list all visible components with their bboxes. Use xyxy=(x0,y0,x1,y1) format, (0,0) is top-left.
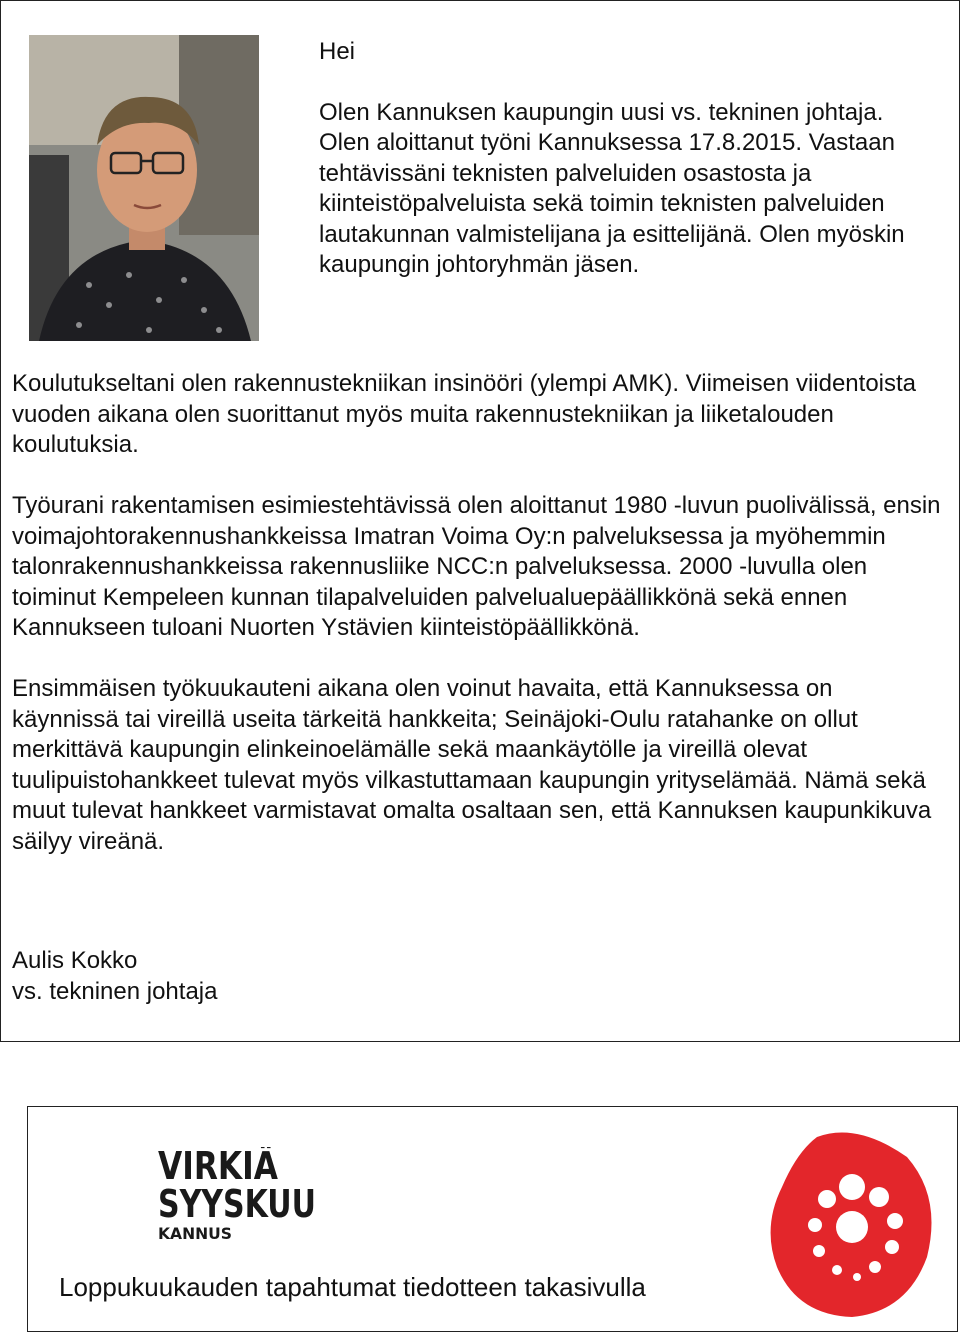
signature xyxy=(12,946,217,1007)
signature-name: Aulis Kokko xyxy=(12,947,138,974)
logo-line2: SYYSKUU xyxy=(158,1182,316,1226)
signature-title: vs. tekninen johtaja xyxy=(12,977,218,1005)
paragraph-career: Työurani rakentamisen esimiestehtävissä olen aloittanut 1980 -luvun puolivälissä, ensin voimajohtorakennushankkeissa Imatran Voima Oy:n palveluksessa ja myöhemmin talonrakennushankkeissa rakennusliike NCC:n palveluksessa. 2000 -luvulla olen toiminut Kempeleen kunnan tilapalveluiden palvelualuepäällikkönä sekä ennen Kannukseen tuloani Nuorten Ystävien kiinteistöpäällikkönä. xyxy=(12,492,941,641)
footer-text: Loppukuukauden tapahtumat tiedotteen takasivulla xyxy=(59,1272,646,1302)
event-box xyxy=(27,1106,958,1332)
virkia-syyskuu-logo xyxy=(158,1147,358,1252)
paragraph-education: Koulutukseltani olen rakennustekniikan insinööri (ylempi AMK). Viimeisen viidentoista vuoden aikana olen suorittanut myös muita rakennustekniikan ja liiketalouden koulutuksia. xyxy=(12,370,917,458)
red-dots-logo xyxy=(757,1117,947,1332)
intro-paragraph: Olen Kannuksen kaupungin uusi vs. tekninen johtaja. Olen aloittanut työni Kannuksessa 17.8.2015. Vastaan tehtävissäni teknisten palveluiden osastosta ja kiinteistöpalveluista sekä toimin teknisten palveluiden lautakunnan valmistelijana ja esittelijänä. Olen myöskin kaupungin johtoryhmän jäsen. xyxy=(319,98,905,278)
portrait-photo xyxy=(29,35,259,341)
greeting: Hei xyxy=(319,38,356,65)
logo-line1: VIRKIÄ xyxy=(158,1147,279,1188)
logo-line3: KANNUS xyxy=(158,1224,232,1243)
body-text xyxy=(12,369,942,888)
intro-text xyxy=(319,37,919,281)
paragraph-projects: Ensimmäisen työkuukauteni aikana olen voinut havaita, että Kannuksessa on käynnissä tai vireillä useita tärkeitä hankkeita; Seinäjoki-Oulu ratahanke on ollut merkittävä kaupungin elinkeinoelämälle sekä maankäytölle ja vireillä olevat tuulipuistohankkeet tulevat myös vilkastuttamaan kaupungin yrityselämää. Nämä sekä muut tulevat hankkeet varmistavat omalta osaltaan sen, että Kannuksen kaupunkikuva säilyy vireänä. xyxy=(12,675,932,855)
